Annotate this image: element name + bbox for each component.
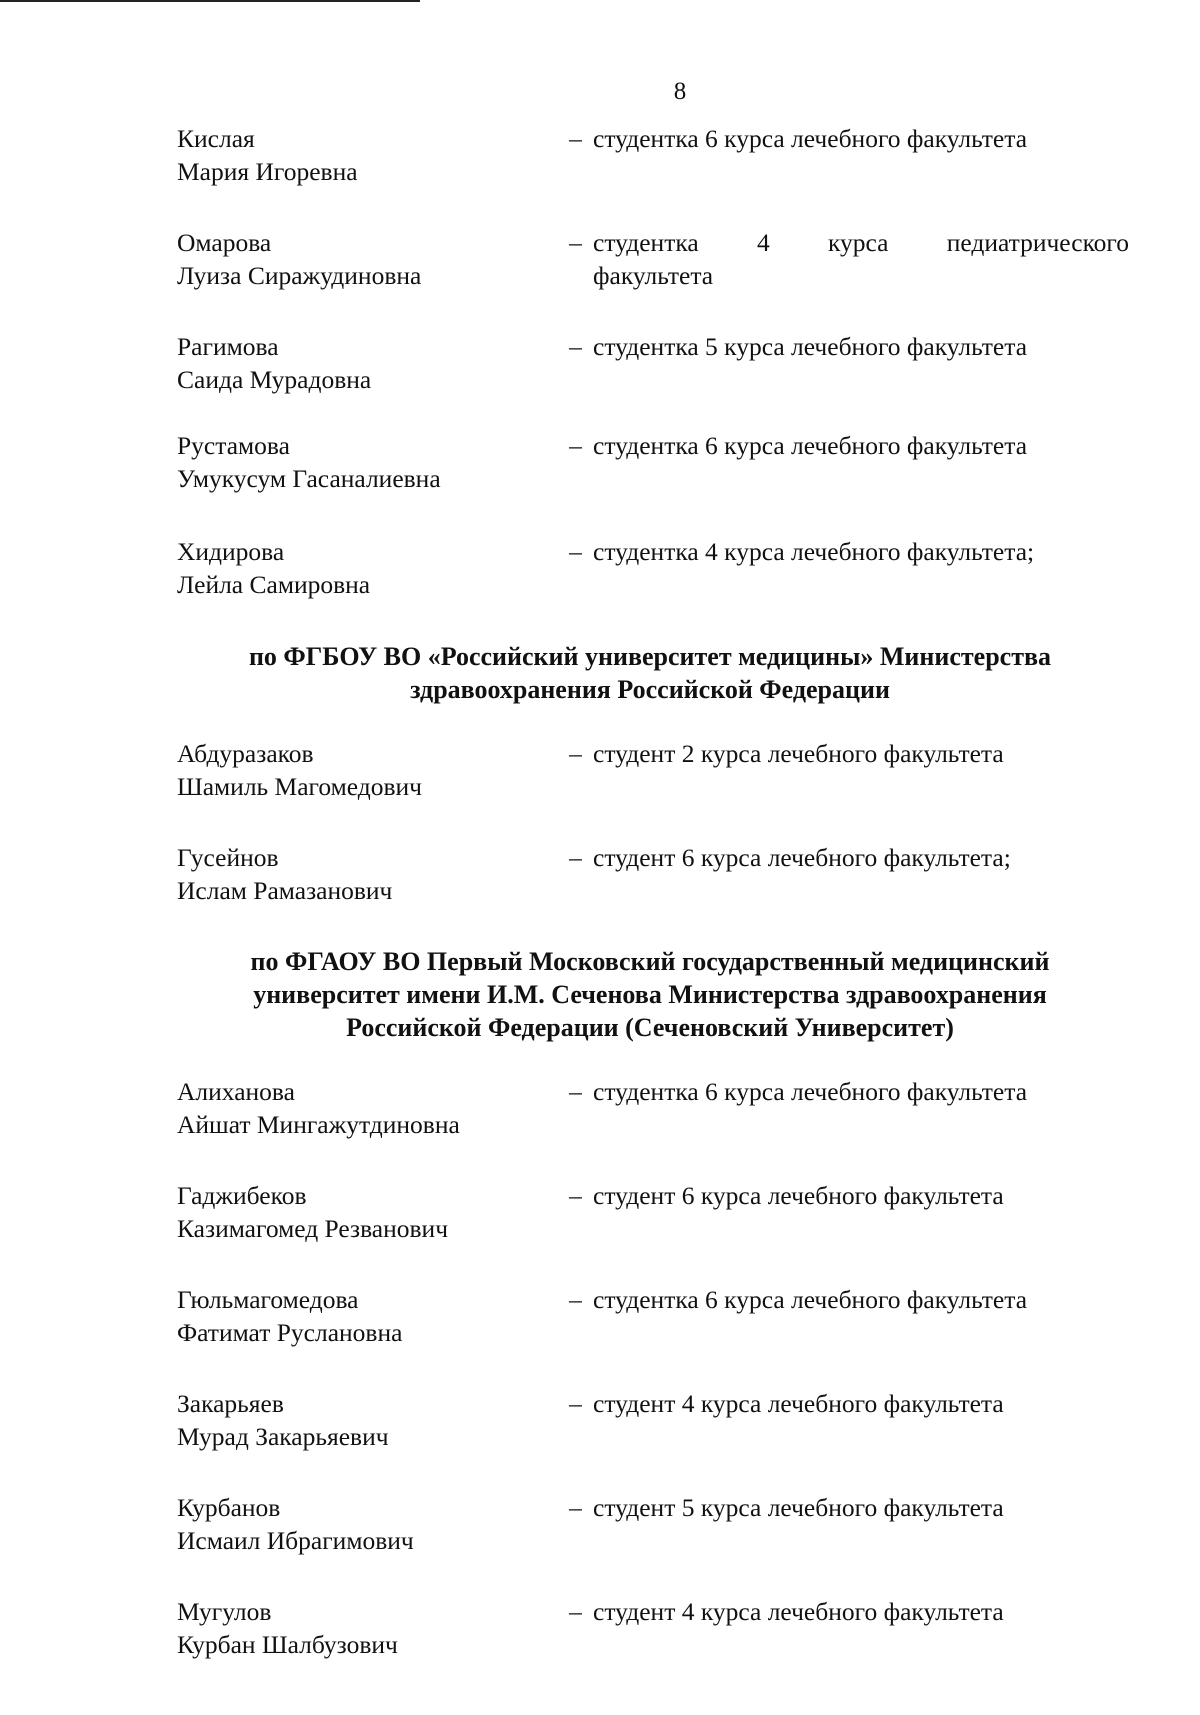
person-description: студент 6 курса лечебного факультета; xyxy=(593,843,1011,872)
dash: – xyxy=(569,1181,582,1210)
surname: Курбанов xyxy=(177,1493,281,1522)
entry xyxy=(177,1595,1129,1661)
entry xyxy=(177,1387,1129,1453)
person-name xyxy=(177,841,558,907)
dash: – xyxy=(569,1389,582,1418)
entry xyxy=(177,122,1129,188)
person-description: студент 5 курса лечебного факультета xyxy=(593,1493,1004,1522)
surname: Кислая xyxy=(177,124,255,153)
desc-word: студентка xyxy=(593,228,699,257)
surname: Алиханова xyxy=(177,1077,295,1106)
person-description: студентка 4 курса лечебного факультета; xyxy=(593,537,1035,566)
surname: Гаджибеков xyxy=(177,1181,307,1210)
desc-word: педиатрического xyxy=(946,228,1129,257)
dash: – xyxy=(569,228,582,257)
person-name xyxy=(177,1491,558,1557)
entry xyxy=(177,429,1129,495)
person-description: студентка 6 курса лечебного факультета xyxy=(593,431,1028,460)
given-names: Умукусум Гасаналиевна xyxy=(177,464,441,493)
surname: Хидирова xyxy=(177,537,285,566)
given-names: Курбан Шалбузович xyxy=(177,1630,398,1659)
given-names: Лейла Самировна xyxy=(177,570,371,599)
dash: – xyxy=(569,124,582,153)
person-name xyxy=(177,122,558,188)
given-names: Луиза Сиражудиновна xyxy=(177,261,422,290)
entry xyxy=(177,737,1129,803)
person-name xyxy=(177,737,558,803)
person-description xyxy=(593,226,1129,292)
person-name xyxy=(177,1179,558,1245)
entry xyxy=(177,1179,1129,1245)
person-description: студент 4 курса лечебного факультета xyxy=(593,1389,1004,1418)
given-names: Шамиль Магомедович xyxy=(177,772,422,801)
person-name xyxy=(177,226,558,292)
entry xyxy=(177,330,1129,396)
surname: Закарьяев xyxy=(177,1389,284,1418)
person-description: студент 6 курса лечебного факультета xyxy=(593,1181,1004,1210)
dash: – xyxy=(569,537,582,566)
entry xyxy=(177,535,1129,601)
given-names: Мария Игоревна xyxy=(177,157,358,186)
person-name xyxy=(177,1595,558,1661)
dash: – xyxy=(569,1077,582,1106)
entry xyxy=(177,841,1129,907)
given-names: Ислам Рамазанович xyxy=(177,876,393,905)
surname: Омарова xyxy=(177,228,272,257)
surname: Мугулов xyxy=(177,1597,272,1626)
surname: Гусейнов xyxy=(177,843,279,872)
dash: – xyxy=(569,1597,582,1626)
desc-word: курса xyxy=(827,228,889,257)
dash: – xyxy=(569,843,582,872)
entry xyxy=(177,226,1129,292)
desc-word: 4 xyxy=(756,228,770,257)
given-names: Казимагомед Резванович xyxy=(177,1214,449,1243)
scan-top-edge xyxy=(0,0,420,2)
desc-word: факультета xyxy=(593,261,714,290)
dash: – xyxy=(569,1493,582,1522)
person-description: студентка 5 курса лечебного факультета xyxy=(593,332,1028,361)
person-description: студент 2 курса лечебного факультета xyxy=(593,739,1004,768)
given-names: Исмаил Ибрагимович xyxy=(177,1526,414,1555)
person-name xyxy=(177,535,558,601)
person-name xyxy=(177,1387,558,1453)
dash: – xyxy=(569,332,582,361)
person-description: студент 4 курса лечебного факультета xyxy=(593,1597,1004,1626)
section-heading-sechenov: по ФГАОУ ВО Первый Московский государственный медицинский университет имени И.М. Сеченова Министерства здравоохранения Российской Федерации (Сеченовский Университет) xyxy=(250,947,1050,1042)
given-names: Саида Мурадовна xyxy=(177,365,372,394)
person-description: студентка 6 курса лечебного факультета xyxy=(593,1285,1028,1314)
entry xyxy=(177,1491,1129,1557)
surname: Рустамова xyxy=(177,431,290,460)
person-name xyxy=(177,1283,558,1349)
person-description: студентка 6 курса лечебного факультета xyxy=(593,124,1028,153)
given-names: Фатимат Руслановна xyxy=(177,1318,403,1347)
page-number: 8 xyxy=(673,78,687,105)
dash: – xyxy=(569,739,582,768)
section-heading-rum: по ФГБОУ ВО «Российский университет медицины» Министерства здравоохранения Российской Федерации xyxy=(248,642,1052,704)
entry xyxy=(177,1283,1129,1349)
person-name xyxy=(177,429,558,495)
document-body xyxy=(177,122,1129,1661)
person-name xyxy=(177,330,558,396)
dash: – xyxy=(569,431,582,460)
dash: – xyxy=(569,1285,582,1314)
person-name xyxy=(177,1075,558,1141)
given-names: Мурад Закарьяевич xyxy=(177,1422,389,1451)
given-names: Айшат Мингажутдиновна xyxy=(177,1110,460,1139)
person-description: студентка 6 курса лечебного факультета xyxy=(593,1077,1028,1106)
entry xyxy=(177,1075,1129,1141)
surname: Гюльмагомедова xyxy=(177,1285,359,1314)
surname: Рагимова xyxy=(177,332,279,361)
surname: Абдуразаков xyxy=(177,739,314,768)
